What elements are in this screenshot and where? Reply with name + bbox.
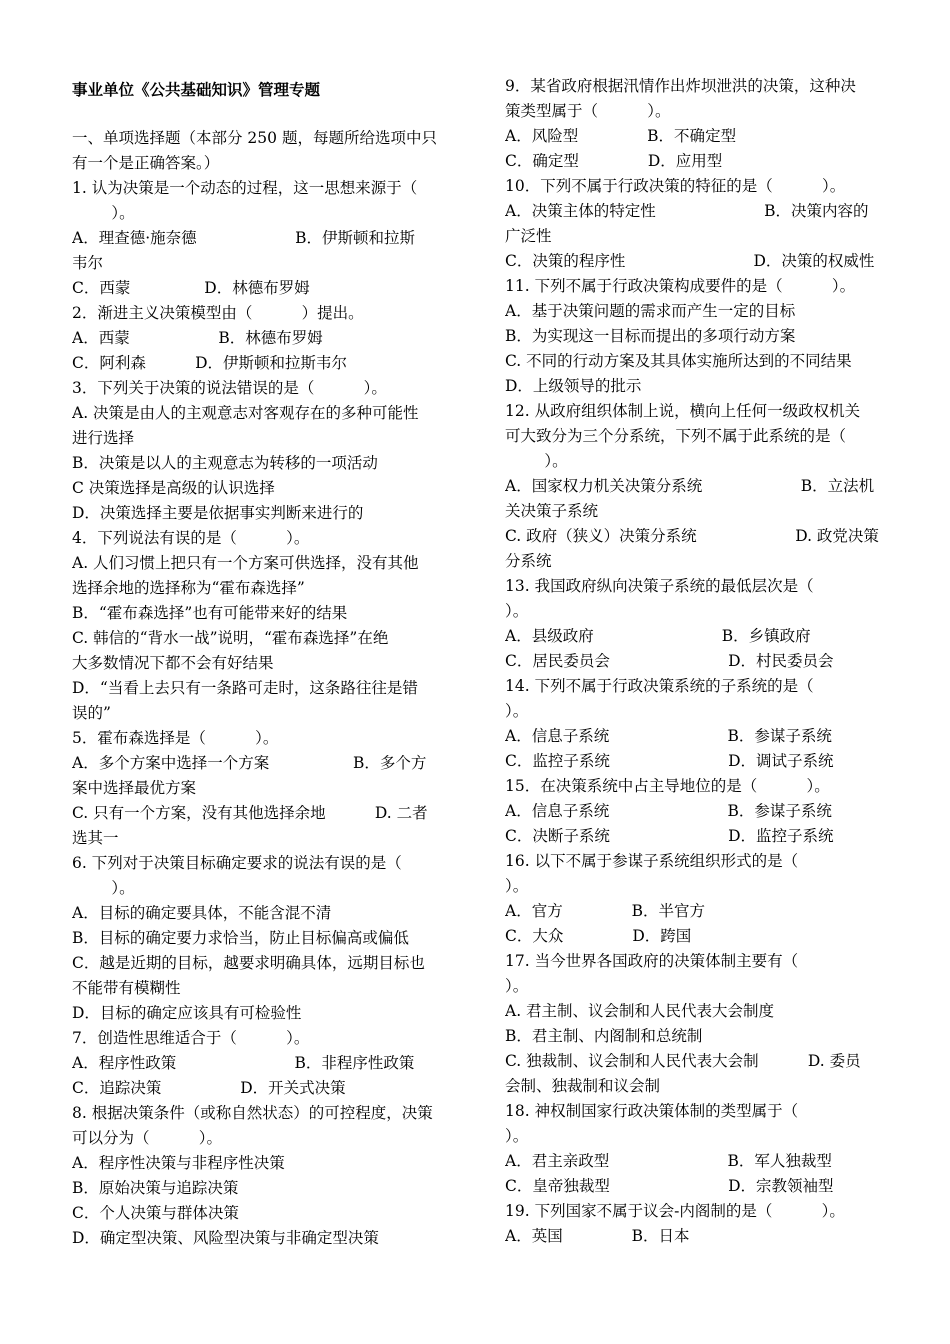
text-line: 大多数情况下都不会有好结果 [72,654,274,672]
text-line: C．确定型 D．应用型 [505,152,723,170]
text-line: 14. 下列不属于行政决策系统的子系统的是（ [505,677,814,695]
text-line: 关决策子系统 [505,502,599,520]
text-line: A．程序性决策与非程序性决策 [72,1154,285,1172]
text-line: A．君主亲政型 B．军人独裁型 [505,1152,832,1170]
text-line: A．西蒙 B．林德布罗姆 [72,329,323,347]
text-line: C．个人决策与群体决策 [72,1204,239,1222]
text-line: ）。 [72,879,135,897]
text-line: ）。 [72,204,135,222]
text-line: A. 决策是由人的主观意志对客观存在的多种可能性 [72,404,419,422]
text-line: ）。 [505,602,529,620]
text-line: A．决策主体的特定性 B．决策内容的 [505,202,869,220]
text-line: C．决策的程序性 D．决策的权威性 [505,252,875,270]
text-line: A．基于决策问题的需求而产生一定的目标 [505,302,796,320]
text-line: 一、单项选择题（本部分 250 题，每题所给选项中只 [72,129,437,147]
text-line: A．英国 B．日本 [505,1227,690,1245]
text-line: C．监控子系统 D．调试子系统 [505,752,834,770]
text-line: ）。 [505,977,529,995]
text-line: 可大致分为三个分系统，下列不属于此系统的是（ [505,427,847,445]
text-line: B．君主制、内阁制和总统制 [505,1027,703,1045]
text-line: ）。 [505,452,568,470]
text-line: 17. 当今世界各国政府的决策体制主要有（ [505,952,799,970]
text-line: A．县级政府 B．乡镇政府 [505,627,811,645]
text-line: 11. 下列不属于行政决策构成要件的是（ ）。 [505,277,856,295]
text-line: A. 人们习惯上把只有一个方案可供选择，没有其他 [72,554,419,572]
text-line: 5．霍布森选择是（ ）。 [72,729,279,747]
text-line: C．西蒙 D．林德布罗姆 [72,279,310,297]
text-line: ）。 [505,702,529,720]
text-line: 不能带有模糊性 [72,979,181,997]
text-line: 误的” [72,704,111,722]
text-line: 19. 下列国家不属于议会-内阁制的是（ ）。 [505,1202,845,1220]
document-title: 事业单位《公共基础知识》管理专题 [72,80,321,99]
text-line: 7．创造性思维适合于（ ）。 [72,1029,310,1047]
text-line: A．多个方案中选择一个方案 B．多个方 [72,754,427,772]
text-line: 18. 神权制国家行政决策体制的类型属于（ [505,1102,799,1120]
text-line: C. 独裁制、议会制和人民代表大会制 D. 委员 [505,1052,861,1070]
text-line: D．目标的确定应该具有可检验性 [72,1004,302,1022]
right-column [505,74,879,1249]
text-line: C．越是近期的目标，越要求明确具体，远期目标也 [72,954,425,972]
text-line: C. 政府（狭义）决策分系统 D. 政党决策 [505,527,879,545]
text-line: 15．在决策系统中占主导地位的是（ ）。 [505,777,830,795]
text-line: 选其一 [72,829,119,847]
text-line: 会制、独裁制和议会制 [505,1077,661,1095]
text-line: C．追踪决策 D．开关式决策 [72,1079,346,1097]
text-line: C．大众 D．跨国 [505,927,692,945]
right-question-list [505,74,879,1249]
text-line: 2．渐进主义决策模型由（ ）提出。 [72,304,364,322]
text-line: B．目标的确定要力求恰当，防止目标偏高或偏低 [72,929,409,947]
text-line: A．理查德·施奈德 B．伊斯顿和拉斯 [72,229,416,247]
text-line: 3．下列关于决策的说法错误的是（ ）。 [72,379,387,397]
text-line: C. 韩信的“背水一战”说明，“霍布森选择”在绝 [72,629,389,647]
text-line: D．“当看上去只有一条路可走时，这条路往往是错 [72,679,418,697]
text-line: 6. 下列对于决策目标确定要求的说法有误的是（ [72,854,402,872]
text-line: A．风险型 B．不确定型 [505,127,737,145]
text-line: D．确定型决策、风险型决策与非确定型决策 [72,1229,379,1247]
text-line: A．程序性政策 B．非程序性政策 [72,1054,415,1072]
text-line: 广泛性 [505,227,552,245]
text-line: 可以分为（ ）。 [72,1129,223,1147]
text-line: C. 不同的行动方案及其具体实施所达到的不同结果 [505,352,852,370]
text-line: 8. 根据决策条件（或称自然状态）的可控程度，决策 [72,1104,433,1122]
text-line: 9．某省政府根据汛情作出炸坝泄洪的决策，这种决 [505,77,856,95]
text-line: B．决策是以人的主观意志为转移的一项活动 [72,454,378,472]
text-line: A．信息子系统 B．参谋子系统 [505,727,832,745]
text-line: D．决策选择主要是依据事实判断来进行的 [72,504,364,522]
text-line: A．官方 B．半官方 [505,902,706,920]
text-line: B．原始决策与追踪决策 [72,1179,239,1197]
text-line: A．国家权力机关决策分系统 B．立法机 [505,477,875,495]
text-line: 16. 以下不属于参谋子系统组织形式的是（ [505,852,799,870]
text-line: C．居民委员会 D．村民委员会 [505,652,834,670]
text-line: C. 只有一个方案，没有其他选择余地 D. 二者 [72,804,428,822]
text-line: 10．下列不属于行政决策的特征的是（ ）。 [505,177,846,195]
text-line: 分系统 [505,552,552,570]
text-line: 13. 我国政府纵向决策子系统的最低层次是（ [505,577,814,595]
text-line: 策类型属于（ ）。 [505,102,671,120]
text-line: B．“霍布森选择”也有可能带来好的结果 [72,604,348,622]
text-line: 12. 从政府组织体制上说，横向上任何一级政权机关 [505,402,861,420]
text-line: ）。 [505,1127,529,1145]
text-line: A．目标的确定要具体，不能含混不清 [72,904,332,922]
text-line: C 决策选择是高级的认识选择 [72,479,275,497]
left-column [72,74,447,1251]
text-line: 案中选择最优方案 [72,779,197,797]
text-line: 4．下列说法有误的是（ ）。 [72,529,310,547]
text-line: B．为实现这一目标而提出的多项行动方案 [505,327,796,345]
text-line: 进行选择 [72,429,135,447]
text-line: C．皇帝独裁型 D．宗教领袖型 [505,1177,834,1195]
text-line: A．信息子系统 B．参谋子系统 [505,802,832,820]
text-line: C．决断子系统 D．监控子系统 [505,827,834,845]
text-line: C．阿利森 D．伊斯顿和拉斯韦尔 [72,354,348,372]
text-line: 选择余地的选择称为“霍布森选择” [72,579,305,597]
text-line: 韦尔 [72,254,104,272]
left-question-list [72,126,447,1251]
text-line: D．上级领导的批示 [505,377,642,395]
text-line: ）。 [505,877,529,895]
title-gap [72,106,447,126]
text-line: 1. 认为决策是一个动态的过程，这一思想来源于（ [72,179,418,197]
text-line: 有一个是正确答案。） [72,154,220,172]
text-line: A. 君主制、议会制和人民代表大会制度 [505,1002,775,1020]
